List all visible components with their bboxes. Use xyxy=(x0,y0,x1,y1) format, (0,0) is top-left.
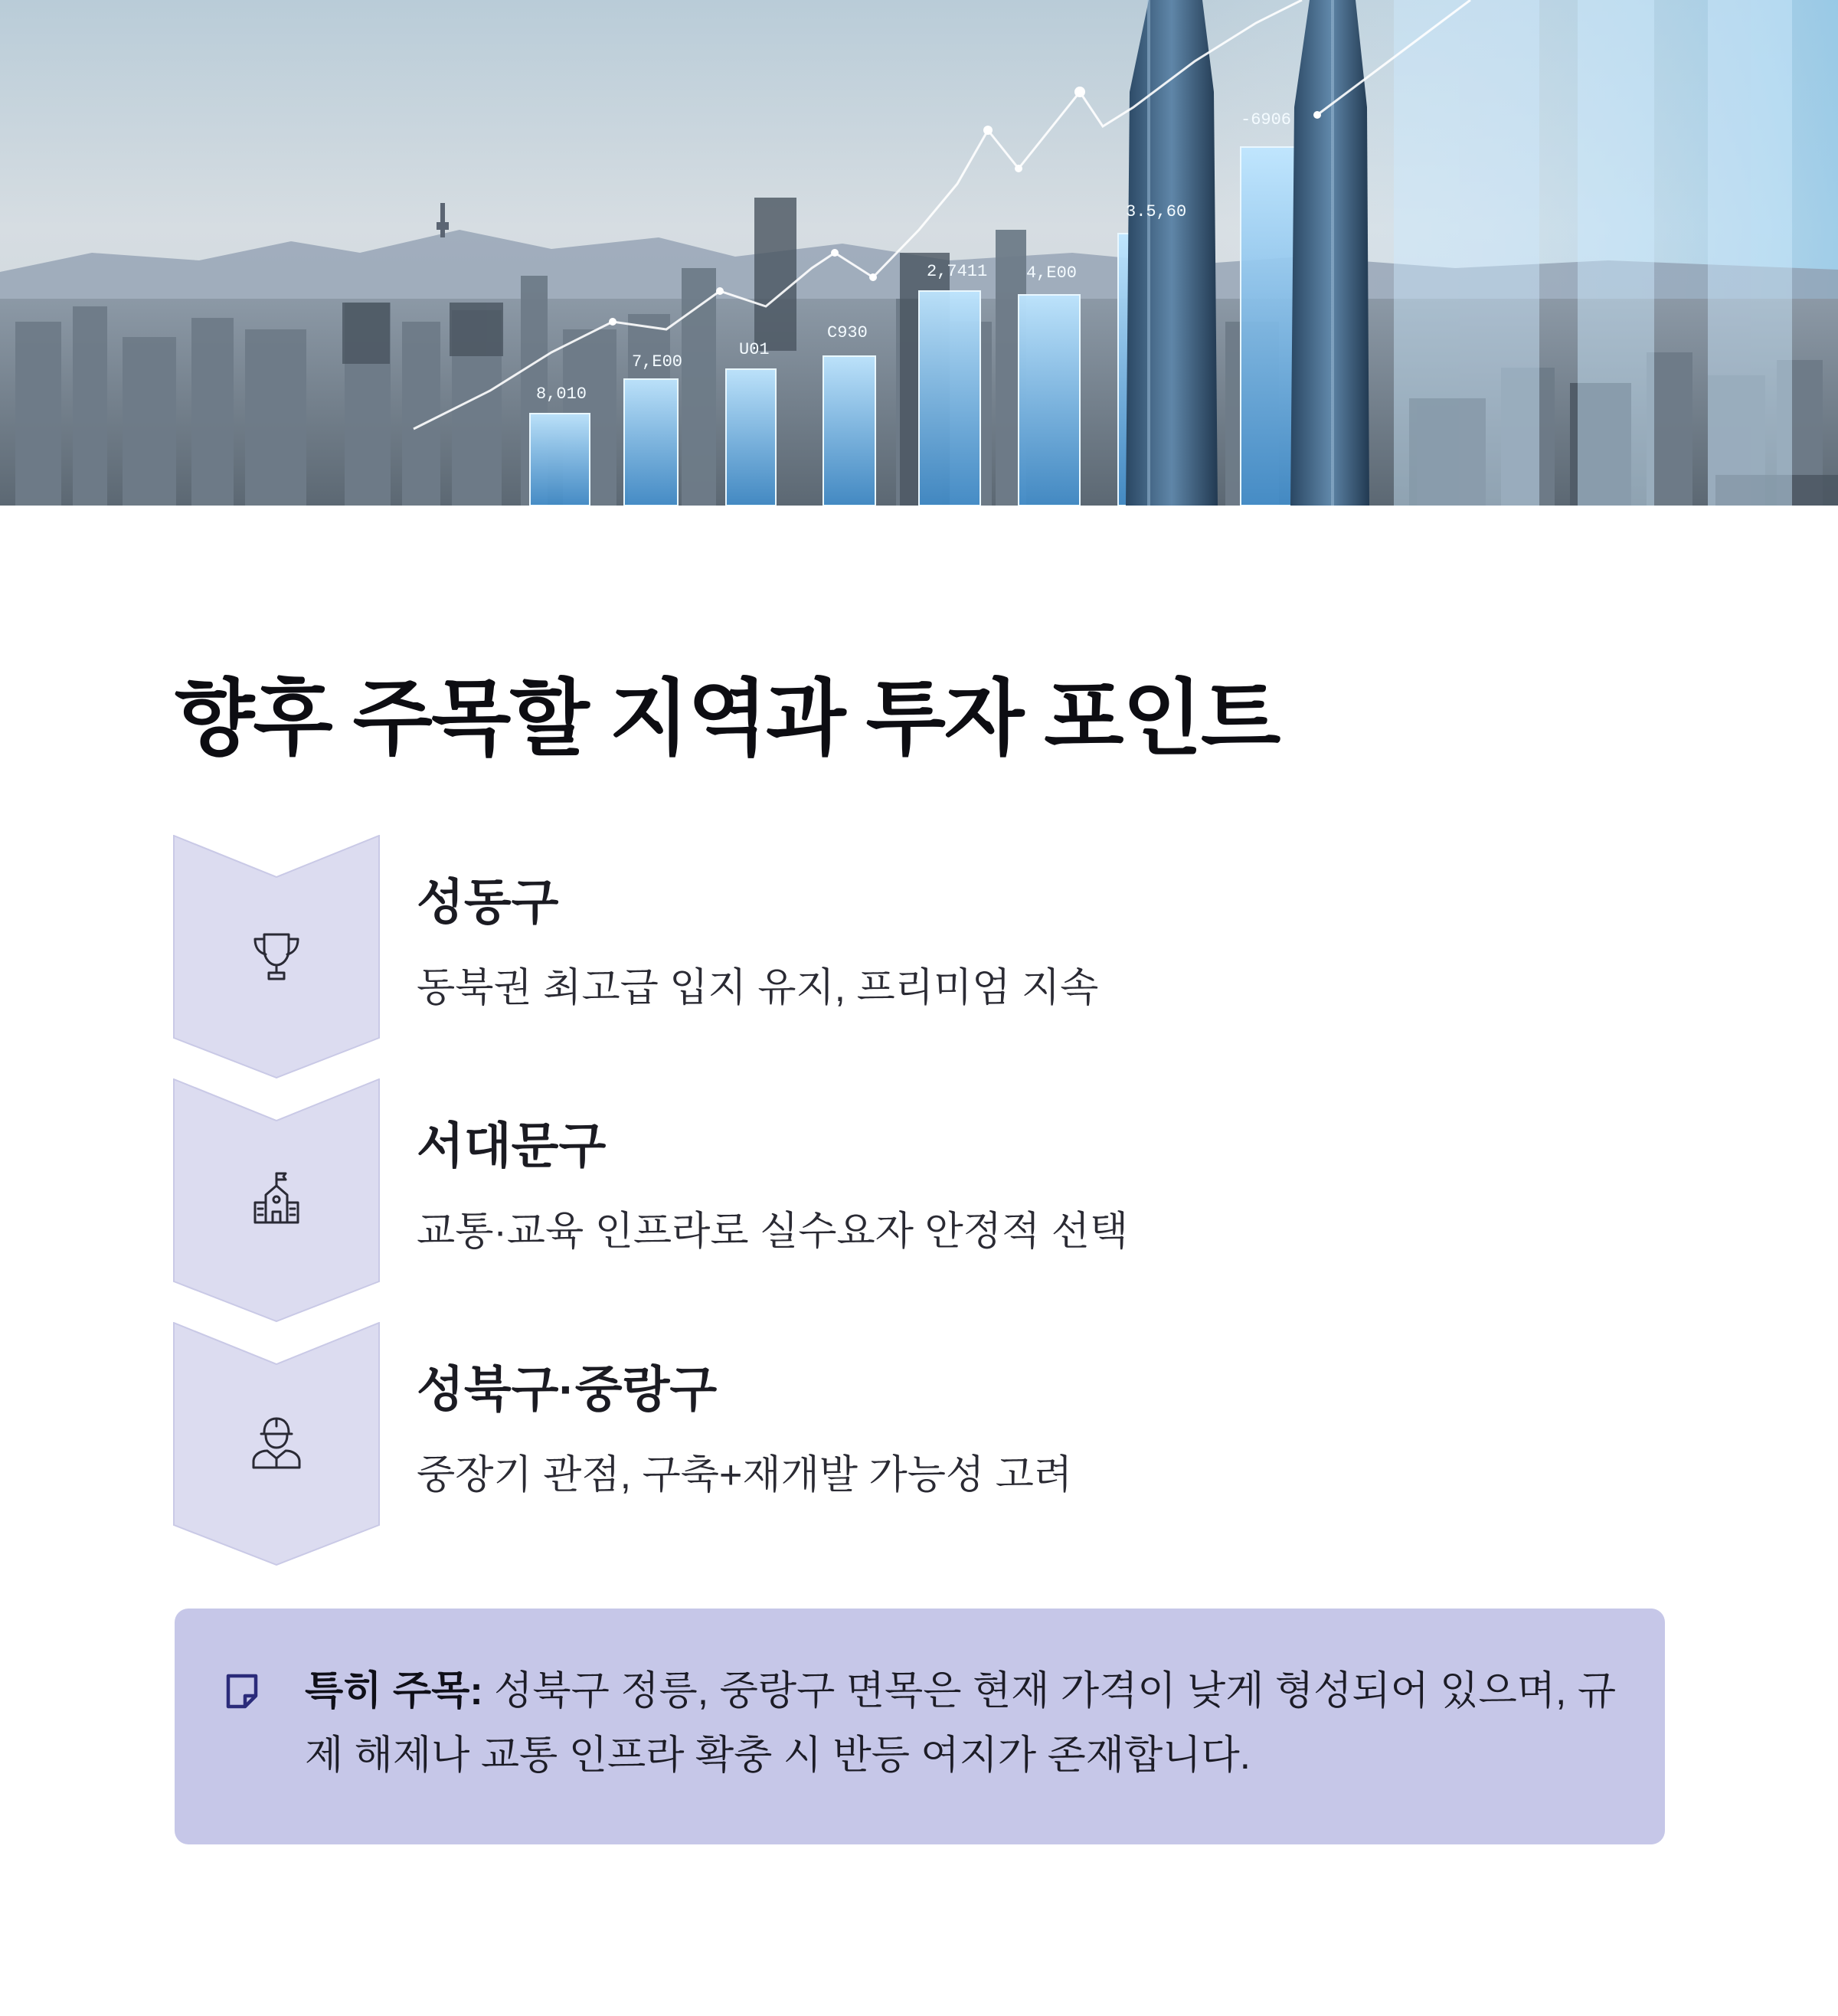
note-text xyxy=(305,1659,1637,1788)
hero-chart-label: U01 xyxy=(739,340,770,359)
step-title: 성북구·중랑구 xyxy=(417,1362,718,1417)
step-description: 동북권 최고급 입지 유지, 프리미엄 지속 xyxy=(417,966,1099,1010)
list-item xyxy=(173,835,1666,1078)
worker-icon xyxy=(246,1412,307,1474)
highlight-note xyxy=(175,1609,1665,1844)
list-item xyxy=(173,1322,1666,1566)
page-title: 향후 주목할 지역과 투자 포인트 xyxy=(175,672,1280,764)
note-icon xyxy=(222,1671,262,1711)
step-description: 교통·교육 인프라로 실수요자 안정적 선택 xyxy=(417,1209,1129,1254)
step-description: 중장기 관점, 구축+재개발 가능성 고려 xyxy=(417,1453,1073,1497)
region-list xyxy=(173,835,1666,1566)
step-title: 성동구 xyxy=(417,875,559,930)
school-icon xyxy=(246,1169,307,1230)
skyline-illustration xyxy=(0,0,1838,506)
hero-chart-label: C930 xyxy=(827,323,868,342)
hero-chart-label: 2,7411 xyxy=(927,262,988,281)
hero-chart-label: 3.5,60 xyxy=(1126,202,1187,221)
hero-image xyxy=(0,0,1838,506)
trophy-icon xyxy=(246,925,307,987)
hero-chart-label: 8,010 xyxy=(536,385,587,404)
note-label: 특히 주목: xyxy=(305,1669,483,1713)
hero-chart-label: -6906 xyxy=(1241,110,1292,129)
step-title: 서대문구 xyxy=(417,1118,607,1173)
note-body: 성북구 정릉, 중랑구 면목은 현재 가격이 낮게 형성되어 있으며, 규제 해제나 교통 인프라 확충 시 반등 여지가 존재합니다. xyxy=(305,1669,1617,1778)
hero-chart-label: 4,E00 xyxy=(1026,263,1078,283)
hero-chart-label: 7,E00 xyxy=(632,352,683,371)
list-item xyxy=(173,1078,1666,1322)
